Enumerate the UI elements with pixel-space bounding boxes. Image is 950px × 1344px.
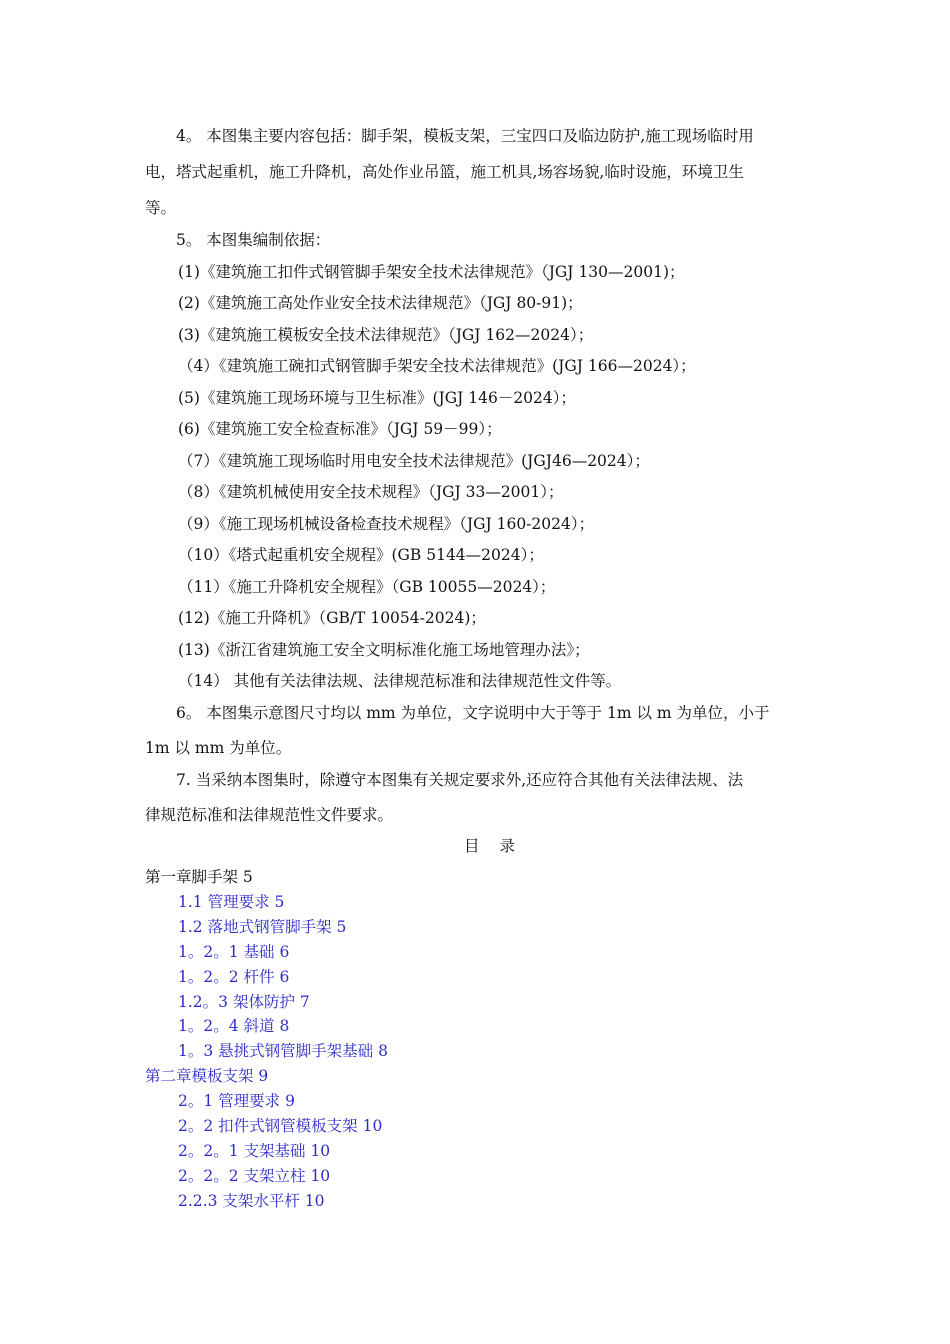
- reference-item: （8）《建筑机械使用安全技术规程》（JGJ 33—2001）；: [178, 483, 564, 501]
- item-4-line-3: 等。: [145, 199, 177, 217]
- toc-chapter-2[interactable]: 第二章模板支架 9: [145, 1067, 269, 1085]
- item-4-line-1: 4。 本图集主要内容包括：脚手架，模板支架，三宝四口及临边防护,施工现场临时用: [176, 127, 754, 145]
- toc-entry[interactable]: 1.2 落地式钢管脚手架 5: [178, 918, 347, 936]
- reference-item: (5)《建筑施工现场环境与卫生标准》(JGJ 146－2024）；: [178, 389, 577, 407]
- toc-entry[interactable]: 1。2。4 斜道 8: [178, 1017, 290, 1035]
- reference-item: (13)《浙江省建筑施工安全文明标准化施工场地管理办法》；: [178, 641, 590, 659]
- toc-entry[interactable]: 2。2。2 支架立柱 10: [178, 1167, 331, 1185]
- item-4-line-2: 电，塔式起重机，施工升降机，高处作业吊篮，施工机具,场容场貌,临时设施，环境卫生: [145, 163, 744, 181]
- reference-item: (3)《建筑施工模板安全技术法律规范》（JGJ 162—2024）；: [178, 326, 594, 344]
- toc-entry[interactable]: 2。2。1 支架基础 10: [178, 1142, 331, 1160]
- reference-item: （4）《建筑施工碗扣式钢管脚手架安全技术法律规范》(JGJ 166—2024）；: [178, 357, 696, 375]
- reference-item: (1)《建筑施工扣件式钢管脚手架安全技术法律规范》（JGJ 130—2001)；: [178, 263, 685, 281]
- toc-heading: 目录: [464, 837, 536, 855]
- toc-chapter-1[interactable]: 第一章脚手架 5: [145, 868, 253, 886]
- reference-item: （9）《施工现场机械设备检查技术规程》（JGJ 160-2024）；: [178, 515, 595, 533]
- reference-item: （7）《建筑施工现场临时用电安全技术法律规范》(JGJ46—2024）；: [178, 452, 650, 470]
- reference-item: （14） 其他有关法律法规、法律规范标准和法律规范性文件等。: [178, 672, 622, 690]
- reference-item: (12)《施工升降机》（GB/T 10054-2024)；: [178, 609, 486, 627]
- item-6-line-1: 6。 本图集示意图尺寸均以 mm 为单位，文字说明中大于等于 1m 以 m 为单位，小于: [176, 704, 770, 722]
- reference-item: （10）《塔式起重机安全规程》(GB 5144—2024）；: [178, 546, 544, 564]
- toc-entry[interactable]: 1。3 悬挑式钢管脚手架基础 8: [178, 1042, 388, 1060]
- toc-entry[interactable]: 1.1 管理要求 5: [178, 893, 285, 911]
- toc-entry[interactable]: 2。2 扣件式钢管模板支架 10: [178, 1117, 383, 1135]
- toc-entry[interactable]: 2.2.3 支架水平杆 10: [178, 1192, 325, 1210]
- reference-item: （11）《施工升降机安全规程》（GB 10055—2024）；: [178, 578, 556, 596]
- item-6-line-2: 1m 以 mm 为单位。: [145, 739, 292, 757]
- toc-entry[interactable]: 1.2。3 架体防护 7: [178, 993, 310, 1011]
- toc-entry[interactable]: 2。1 管理要求 9: [178, 1092, 295, 1110]
- toc-entry[interactable]: 1。2。2 杆件 6: [178, 968, 290, 986]
- item-7-line-1: 7. 当采纳本图集时，除遵守本图集有关规定要求外,还应符合其他有关法律法规、法: [176, 771, 744, 789]
- item-5-title: 5。 本图集编制依据：: [176, 231, 331, 249]
- reference-item: (2)《建筑施工高处作业安全技术法律规范》（JGJ 80-91)；: [178, 294, 583, 312]
- toc-entry[interactable]: 1。2。1 基础 6: [178, 943, 290, 961]
- item-7-line-2: 律规范标准和法律规范性文件要求。: [145, 806, 394, 824]
- reference-item: (6)《建筑施工安全检查标准》（JGJ 59－99）；: [178, 420, 502, 438]
